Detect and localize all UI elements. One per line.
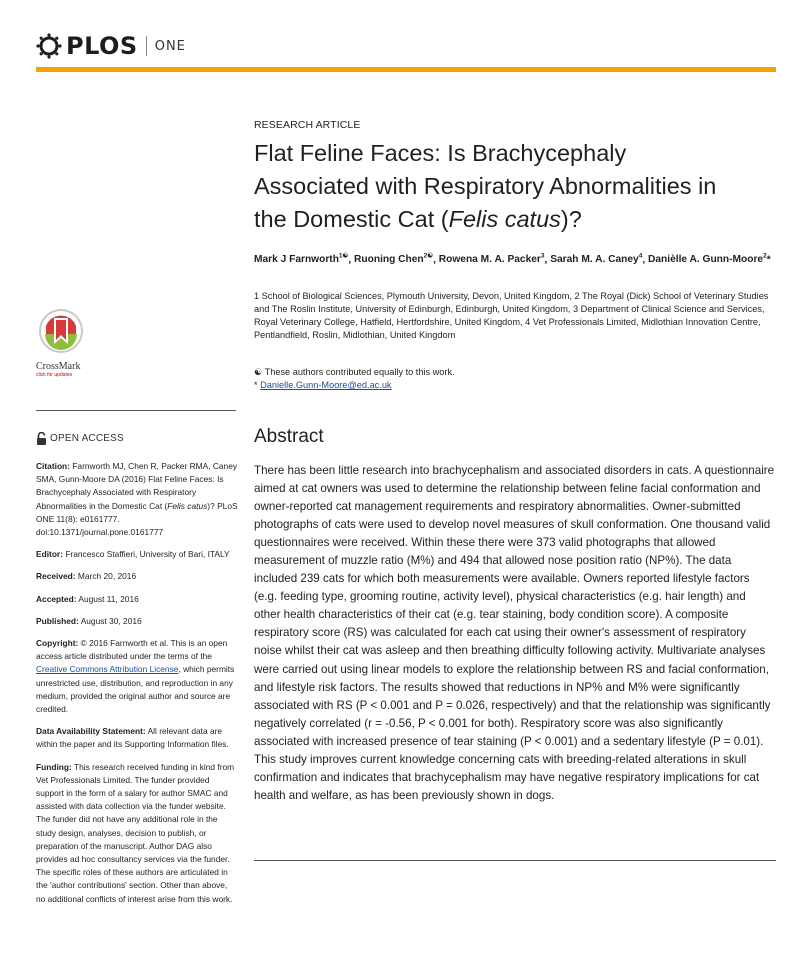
crossmark-badge[interactable] [36, 308, 90, 378]
journal-logo[interactable] [36, 31, 186, 61]
editor-label: Editor: [36, 549, 63, 560]
copyright [36, 637, 238, 716]
journal-subname: ONE [154, 38, 186, 54]
citation [36, 460, 238, 539]
open-access-badge [36, 432, 124, 445]
equal-contribution-note: ☯ These authors contributed equally to this work. [254, 367, 455, 377]
published-date [36, 615, 238, 628]
abstract-heading: Abstract [254, 426, 324, 447]
logo-divider [146, 36, 147, 56]
received-text: March 20, 2016 [77, 571, 137, 582]
abstract-text: There has been little research into brachycephalism and associated disorders in cats. A questionnaire aimed at cat owners was used to determine the relationship between feline facial conformation and owner-reported cat management requirements and respiratory abnormalities. Owner-submitted photographs of cats were used to develop novel measures of skull conformation. One thousand valid questionnaires were received. Within these there were 373 valid photographs that allowed measurement of muzzle ratio (M%) and 494 that allowed nose position ratio (NP%). The data included 239 cats for which both measurements were available. Owners reported lifestyle factors (e.g. feeding type, grooming routine, activity level), physical characteristics (e.g. hair length) and other health characteristics of their cat (e.g. tear staining, body condition score). A composite respiratory score (RS) was calculated for each cat using their owner's assessment of respiratory noise whilst their cat was asleep and then breathing difficulty following activity. Multivariate analyses were carried out using linear models to explore the relationship between RS and facial conformation, and lifestyle risk factors. The results showed that reductions in NP% and M% were significantly associated with RS (P < 0.001 and P = 0.026, respectively) and that the relationship was significantly negatively correlated (r = -0.56, P < 0.001 for both). Respiratory score was also significantly associated with increased presence of tear staining (P < 0.001) and a sedentary lifestyle (P = 0.01). This study improves current knowledge concerning cats with breeding-related alterations in skull confirmation and indicates that brachycephalism may have negative respiratory implications for cat health and welfare, as has been previously shown in dogs. [254, 464, 775, 802]
citation-italic: Felis catus [167, 500, 208, 511]
copyright-text-rest: , which permits unrestricted use, distribution, and reproduction in any medium, provided the original author and source are credited. [36, 664, 235, 715]
header-rule [36, 67, 776, 72]
title-line-3-post: )? [560, 206, 582, 232]
editor [36, 548, 238, 561]
corresponding-email-link[interactable]: Danielle.Gunn-Moore@ed.ac.uk [260, 380, 392, 390]
data-availability-text: All relevant data are within the paper and its Supporting Information files. [36, 726, 229, 750]
crossmark-label: CrossMark [36, 361, 81, 372]
data-availability [36, 725, 238, 751]
license-link[interactable]: Creative Commons Attribution License [36, 664, 179, 675]
published-text: August 30, 2016 [80, 615, 142, 626]
plos-logo-icon [36, 33, 62, 59]
crossmark-sub: click for updates [36, 372, 73, 378]
journal-name: PLOS [66, 32, 138, 60]
accepted-date [36, 593, 238, 606]
received-date [36, 570, 238, 583]
crossmark-icon [36, 308, 86, 354]
abstract-rule [254, 860, 776, 861]
article-title [254, 137, 774, 236]
citation-label: Citation: [36, 461, 70, 471]
funding-label: Funding: [36, 761, 72, 772]
open-access-label: OPEN ACCESS [50, 433, 124, 444]
title-line-3-pre: the Domestic Cat ( [254, 206, 449, 232]
open-lock-icon [36, 432, 47, 445]
copyright-text: © 2016 Farnworth et al. This is an open access article distributed under the terms of the [36, 638, 228, 662]
title-line-2: Associated with Respiratory Abnormalities in [254, 173, 717, 199]
data-availability-label: Data Availability Statement: [36, 726, 146, 737]
article-info-sidebar [36, 460, 238, 915]
author-list: Mark J Farnworth$^{1☯}$, Ruoning Chen$^{2☯}$, Rowena M. A. Packer$^3$, Sarah M. A. Caney$^4$, Danièlle A. Gunn-Moore$^2$* [254, 253, 771, 266]
author[interactable]: Rowena M. A. Packer$^3$ [438, 253, 545, 266]
article-type: RESEARCH ARTICLE [254, 119, 361, 131]
accepted-text: August 11, 2016 [78, 593, 139, 604]
citation-text: Farnworth MJ, Chen R, Packer RMA, Caney SMA, Gunn-Moore DA (2016) Flat Feline Faces: Is Brachycephaly Associated with Respiratory Abnormalities in the Domestic Cat ( [36, 461, 238, 511]
funding-text: This research received funding in kind from Vet Professionals Limited. The funder provided support in the form of a salary for author SMAC and assisted with data collection via the funder website. The funder did not have any additional role in the study design, analyses, decision to publish, or preparation of the manuscript. Author DAG also provides ad hoc consultancy services via the funder. The specific roles of these authors are articulated in the 'author contributions' section. Other than above, no additional conflicts of interest arise from this work. [36, 761, 235, 904]
left-rule [36, 410, 236, 411]
corresponding-author: * Danielle.Gunn-Moore@ed.ac.uk [254, 380, 392, 390]
accepted-label: Accepted: [36, 593, 77, 604]
author[interactable]: Mark J Farnworth$^{1☯}$ [254, 253, 349, 266]
received-label: Received: [36, 571, 76, 582]
funding [36, 761, 238, 906]
corresponding-mark: * [766, 254, 771, 266]
author[interactable]: Ruoning Chen$^{2☯}$ [354, 253, 434, 266]
title-line-3 [254, 203, 774, 236]
copyright-label: Copyright: [36, 638, 79, 649]
citation-end: )? PLoS ONE 11(8): e0161777. doi:10.1371/journal.pone.0161777 [36, 500, 238, 538]
title-line-1: Flat Feline Faces: Is Brachycephaly [254, 140, 627, 166]
editor-text: Francesco Staffieri, University of Bari, ITALY [65, 549, 230, 560]
affiliations: 1 School of Biological Sciences, Plymouth University, Devon, United Kingdom, 2 The Royal (Dick) School of Veterinary Studies and The Roslin Institute, University of Edinburgh, Edinburgh, United Kingdom, 3 Department of Clinical Science and Services, Royal Veterinary College, Hatfield, Hertfordshire, United Kingdom, 4 Vet Professionals Limited, Midlothian Innovation Centre, Pentlandfield, Roslin, Midlothian, United Kingdom [254, 291, 769, 340]
author-notes [254, 366, 779, 392]
author[interactable]: Sarah M. A. Caney$^4$ [550, 253, 643, 266]
title-species: Felis catus [448, 206, 561, 232]
author[interactable]: Danièlle A. Gunn-Moore$^2$ [648, 253, 767, 266]
published-label: Published: [36, 615, 79, 626]
